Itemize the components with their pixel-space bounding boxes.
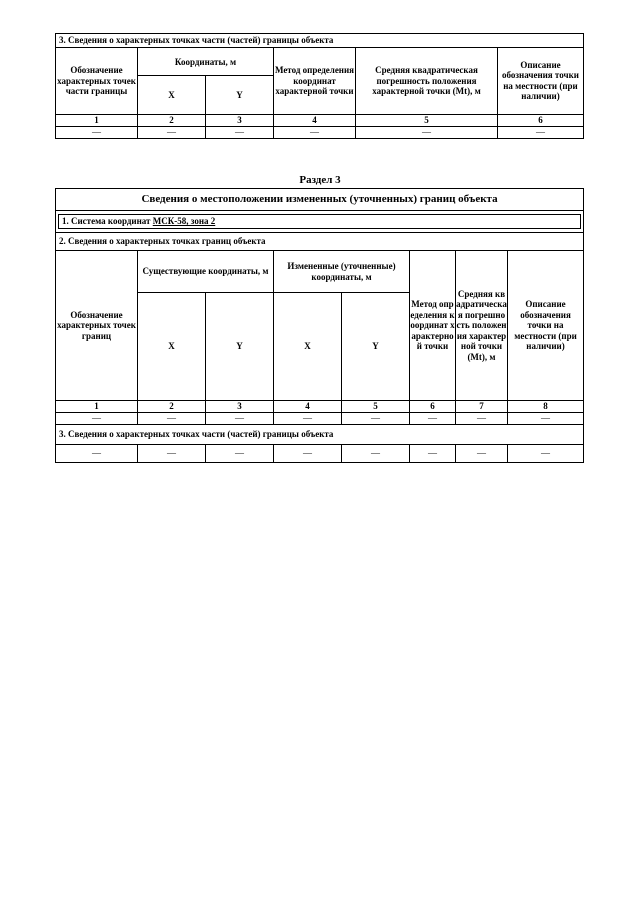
table-cell: — bbox=[274, 126, 356, 138]
column-number: 1 bbox=[56, 114, 138, 126]
header-y-changed: Y bbox=[342, 293, 410, 401]
table-cell: — bbox=[138, 413, 206, 425]
section-heading: Сведения о местоположении измененных (уточненных) границ объекта bbox=[56, 189, 584, 211]
header-y-existing: Y bbox=[206, 293, 274, 401]
header-description: Описание обозначения точки на местности (при наличии) bbox=[508, 251, 584, 401]
table-cell: — bbox=[138, 445, 206, 463]
table-cell: — bbox=[206, 126, 274, 138]
table-cell: — bbox=[342, 445, 410, 463]
parts-heading: 3. Сведения о характерных точках части (частей) границы объекта bbox=[56, 425, 584, 445]
column-number: 2 bbox=[138, 114, 206, 126]
header-changed-coordinates: Измененные (уточненные) координаты, м bbox=[274, 251, 410, 293]
column-number: 8 bbox=[508, 401, 584, 413]
column-number: 1 bbox=[56, 401, 138, 413]
header-coordinates: Координаты, м bbox=[138, 48, 274, 76]
header-method: Метод определения координат характерной точки bbox=[410, 251, 456, 401]
boundary-points-heading: 2. Сведения о характерных точках границ объекта bbox=[56, 233, 584, 251]
table-cell: — bbox=[56, 445, 138, 463]
column-number: 4 bbox=[274, 114, 356, 126]
coordinate-system-value: МСК-58, зона 2 bbox=[152, 216, 216, 227]
column-number: 5 bbox=[356, 114, 498, 126]
changed-boundaries-table bbox=[55, 188, 584, 463]
coordinate-system-label: 1. Система координат bbox=[62, 216, 151, 227]
column-number: 6 bbox=[498, 114, 584, 126]
table-cell: — bbox=[56, 126, 138, 138]
table-cell: — bbox=[456, 413, 508, 425]
table-cell: — bbox=[508, 413, 584, 425]
column-number: 5 bbox=[342, 401, 410, 413]
table-cell: — bbox=[206, 445, 274, 463]
column-number: 2 bbox=[138, 401, 206, 413]
header-accuracy: Средняя квадратическая погрешность положения характерной точки (Mt), м bbox=[456, 251, 508, 401]
header-existing-coordinates: Существующие координаты, м bbox=[138, 251, 274, 293]
table-cell: — bbox=[410, 445, 456, 463]
table-cell: — bbox=[206, 413, 274, 425]
table-cell: — bbox=[498, 126, 584, 138]
table-cell: — bbox=[410, 413, 456, 425]
header-x-existing: X bbox=[138, 293, 206, 401]
table-cell: — bbox=[56, 413, 138, 425]
header-x-changed: X bbox=[274, 293, 342, 401]
parts-points-table bbox=[55, 33, 584, 139]
header-designation: Обозначение характерных точек части границы bbox=[56, 48, 138, 115]
section-title: Раздел 3 bbox=[299, 174, 341, 186]
table-cell: — bbox=[508, 445, 584, 463]
column-number: 6 bbox=[410, 401, 456, 413]
coordinate-system bbox=[58, 214, 581, 229]
column-number: 3 bbox=[206, 114, 274, 126]
table-cell: — bbox=[274, 413, 342, 425]
table-cell: — bbox=[456, 445, 508, 463]
column-number: 3 bbox=[206, 401, 274, 413]
header-x: X bbox=[138, 76, 206, 114]
header-method: Метод определения координат характерной точки bbox=[274, 48, 356, 115]
table-cell: — bbox=[274, 445, 342, 463]
column-number: 7 bbox=[456, 401, 508, 413]
section-heading: 3. Сведения о характерных точках части (частей) границы объекта bbox=[56, 34, 584, 48]
header-accuracy: Средняя квадратическая погрешность положения характерной точки (Mt), м bbox=[356, 48, 498, 115]
header-description: Описание обозначения точки на местности (при наличии) bbox=[498, 48, 584, 115]
column-number: 4 bbox=[274, 401, 342, 413]
table-cell: — bbox=[356, 126, 498, 138]
table-cell: — bbox=[342, 413, 410, 425]
header-y: Y bbox=[206, 76, 274, 114]
header-designation: Обозначение характерных точек границ bbox=[56, 251, 138, 401]
table-cell: — bbox=[138, 126, 206, 138]
